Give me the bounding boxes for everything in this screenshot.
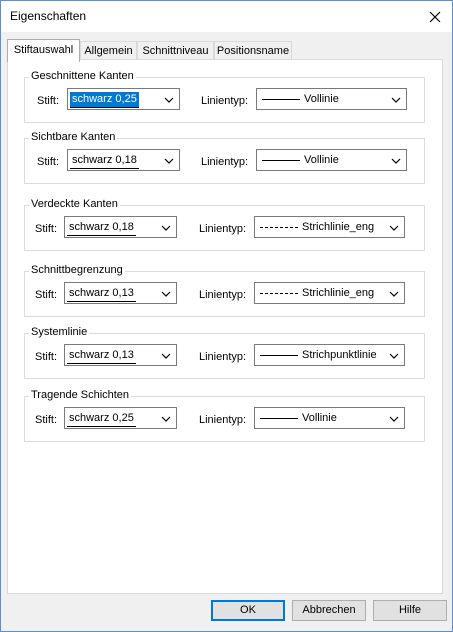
linetype-value: Vollinie (304, 93, 339, 105)
chevron-down-icon (391, 156, 401, 164)
tab-positionsname[interactable]: Positionsname (214, 41, 292, 61)
line-sample (260, 418, 298, 419)
line-sample (260, 227, 298, 228)
tab-panel-stiftauswahl (7, 59, 443, 594)
group-title: Systemlinie (31, 326, 88, 338)
tab-stiftauswahl[interactable]: Stiftauswahl (7, 39, 80, 62)
chevron-down-icon (164, 156, 174, 164)
group-title: Geschnittene Kanten (31, 70, 134, 82)
linetype-dropdown[interactable] (256, 88, 407, 110)
pen-dropdown[interactable] (67, 149, 180, 171)
ok-button[interactable]: OK (211, 600, 285, 621)
tab-schnittniveau[interactable]: Schnittniveau (137, 41, 214, 61)
line-sample (262, 99, 300, 100)
chevron-down-icon (164, 95, 174, 103)
line-sample (262, 160, 300, 161)
chevron-down-icon (161, 351, 171, 359)
chevron-down-icon (389, 351, 399, 359)
linetype-dropdown[interactable] (254, 344, 405, 366)
group-box (24, 131, 425, 184)
pen-label: Stift: (37, 95, 60, 107)
linetype-value: Strichlinie_eng (302, 221, 375, 233)
linetype-value: Vollinie (302, 412, 337, 424)
group-title: Sichtbare Kanten (31, 131, 116, 143)
title-bar (1, 1, 452, 32)
line-sample (260, 355, 298, 356)
group-title: Tragende Schichten (31, 389, 130, 401)
chevron-down-icon (161, 414, 171, 422)
dialog-body (1, 32, 452, 631)
linetype-dropdown[interactable] (254, 216, 405, 238)
chevron-down-icon (389, 414, 399, 422)
pen-label: Stift: (35, 223, 58, 235)
pen-value: schwarz 0,13 (67, 286, 136, 302)
linetype-label: Linientyp: (199, 414, 247, 426)
line-sample (260, 293, 298, 294)
linetype-dropdown[interactable] (254, 282, 405, 304)
group-box (24, 389, 425, 442)
close-icon (429, 11, 441, 23)
pen-value: schwarz 0,18 (67, 220, 136, 236)
linetype-dropdown[interactable] (254, 407, 405, 429)
linetype-label: Linientyp: (201, 156, 249, 168)
dialog-title: Eigenschaften (10, 9, 87, 23)
cancel-button[interactable]: Abbrechen (292, 600, 366, 621)
group-title: Schnittbegrenzung (31, 264, 123, 276)
pen-value: schwarz 0,13 (67, 348, 136, 364)
close-button[interactable] (418, 1, 452, 32)
linetype-label: Linientyp: (201, 95, 249, 107)
linetype-label: Linientyp: (199, 289, 247, 301)
linetype-label: Linientyp: (199, 223, 247, 235)
pen-dropdown[interactable] (64, 216, 177, 238)
pen-dropdown[interactable] (67, 88, 180, 110)
pen-value: schwarz 0,25 (67, 411, 136, 427)
pen-label: Stift: (35, 289, 58, 301)
pen-dropdown[interactable] (64, 407, 177, 429)
group-box (24, 326, 425, 379)
pen-label: Stift: (35, 414, 58, 426)
group-title: Verdeckte Kanten (31, 198, 118, 210)
chevron-down-icon (389, 223, 399, 231)
group-box (24, 198, 425, 251)
linetype-value: Vollinie (304, 154, 339, 166)
pen-label: Stift: (37, 156, 60, 168)
pen-value: schwarz 0,18 (70, 153, 139, 169)
chevron-down-icon (161, 289, 171, 297)
group-box (24, 70, 425, 123)
linetype-value: Strichpunktlinie (302, 349, 377, 361)
linetype-label: Linientyp: (199, 351, 247, 363)
pen-label: Stift: (35, 351, 58, 363)
linetype-dropdown[interactable] (256, 149, 407, 171)
pen-dropdown[interactable] (64, 282, 177, 304)
chevron-down-icon (391, 95, 401, 103)
help-button[interactable]: Hilfe (373, 600, 447, 621)
pen-dropdown[interactable] (64, 344, 177, 366)
chevron-down-icon (161, 223, 171, 231)
pen-value: schwarz 0,25 (70, 92, 139, 108)
linetype-value: Strichlinie_eng (302, 287, 375, 299)
group-box (24, 264, 425, 317)
chevron-down-icon (389, 289, 399, 297)
tab-allgemein[interactable]: Allgemein (80, 41, 137, 61)
